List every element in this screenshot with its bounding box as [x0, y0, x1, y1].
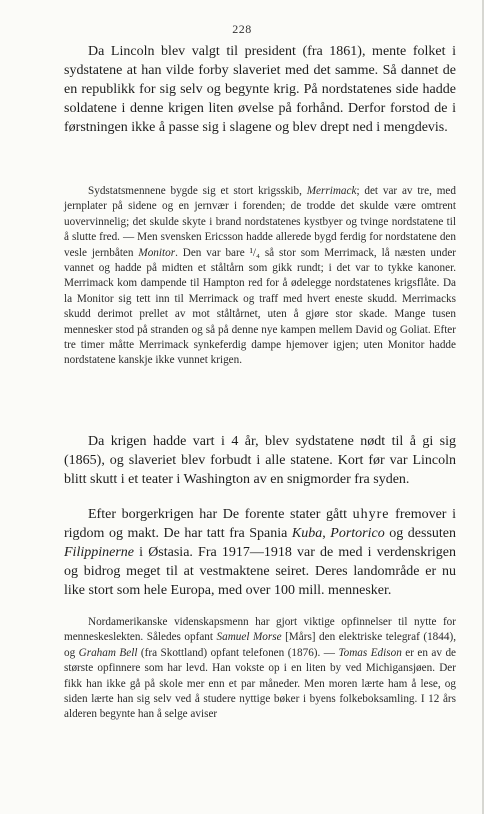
small-print-merrimack-monitor — [64, 184, 456, 369]
text-run: er en av de største opfinnere som har levd. Han vokste op i en liten by ved Michigansjøen. Der fikk han ikke gå på skole mer enn et par måneder. Men moren lærte ham å lese, og siden lærte han sig selv ved å studere nyttige bøker i byens folkeboksamling. I 12 års alderen begynte han å selge aviser — [64, 646, 457, 721]
text-run: ; det var av tre, med jernplater på sidene og en jernvær i forenden; de trodde det skulde være omtrent uovervinnelig; det skulde skyte i brand nordstatenes kystbyer og tvinge nordstatene til å slutte fred. — Men svensken Ericsson hadde allerede bygd ferdig for nordstatene den vesle jernbåten — [64, 185, 456, 259]
page-number: 228 — [232, 22, 252, 36]
paragraph-war-end — [64, 432, 456, 489]
small-print-inventors — [64, 615, 456, 723]
paragraph-text: Da Lincoln blev valgt til president (fra 1861), mente folket i sydstatene at han vilde forby slaveriet med det samme. Så dannet de en republikk for sig selv og begynte krig. På nordstatenes side hadde soldatene i denne krigen liten øvelse på forhånd. Derfor forstod de i førstningen ikke å passe sig i slagene og blev drept ned i mengdevis. — [64, 44, 456, 135]
small-print-text — [64, 184, 456, 369]
text-run: fremover i rigdom og makt. De har tatt fra Spania — [64, 507, 456, 541]
place-filippinerne: Filippinerne — [64, 545, 134, 560]
paragraph-text: Da krigen hadde vart i 4 år, blev sydstatene nødt til å gi sig (1865), og slaveriet blev forbudt i alle statene. Kort før var Lincoln blitt skutt i et teater i Washington av en snigmorder fra syden. — [64, 434, 456, 487]
name-graham-bell: Graham Bell — [78, 646, 138, 659]
paragraph-lincoln-election — [64, 42, 456, 137]
text-run: Efter borgerkrigen har De forente stater gått — [88, 507, 353, 522]
text-run: og dessuten — [384, 526, 456, 541]
text-run: [Mårs] den elektriske telegraf (1844), og — [64, 631, 456, 659]
name-tomas-edison: Tomas Edison — [338, 646, 402, 659]
emphasized-word: uhyre — [352, 507, 390, 522]
paragraph-text — [64, 505, 456, 600]
place-portorico: Portorico — [330, 526, 385, 541]
paragraph-after-civil-war — [64, 505, 456, 600]
text-run: Sydstatsmennene bygde sig et stort krigsskib, — [88, 185, 307, 197]
text-run: (fra Skottland) opfant telefonen (1876). — — [137, 646, 339, 659]
text-run: , — [322, 526, 331, 541]
name-samuel-morse: Samuel Morse — [216, 631, 282, 644]
text-run: i Østasia. Fra 1917—1918 var de med i verdenskrigen og bidrog meget til at vestmaktene seiret. Deres landområde er nu like stort som hele Europa, med over 100 mill. mennesker. — [64, 545, 456, 598]
place-kuba: Kuba — [291, 526, 323, 541]
ship-name-monitor: Monitor — [138, 246, 176, 259]
text-run: . Den var bare ¹/₄ så stor som Merrimack, lå næsten under vannet og hadde på midten et ståltårn som gikk rundt; i det var to tykke kanoner. Merrimack kom dampende til Hampton red for å ødelegge nordstatenes krigsflåte. Da la Monitor sig tett inn til Merrimack og traff med hvert eneste skudd. Merrimacks skudd derimot prellet av mot ståltårnet, uten å gjøre stor skade. Mange tusen mennesker stod på stranden og så på denne nye kampen mellem David og Goliat. Efter tre timer måtte Merrimack synkeferdig dampe hjemover igjen; uten Monitor hadde nordstatene kanskje ikke vunnet krigen. — [64, 246, 457, 367]
ship-name-merrimack: Merrimack — [306, 185, 357, 197]
small-print-text — [64, 615, 456, 723]
text-run: Nordamerikanske videnskapsmenn har gjort viktige opfinnelser til nytte for menneskeslekten. Således opfant — [64, 616, 456, 644]
